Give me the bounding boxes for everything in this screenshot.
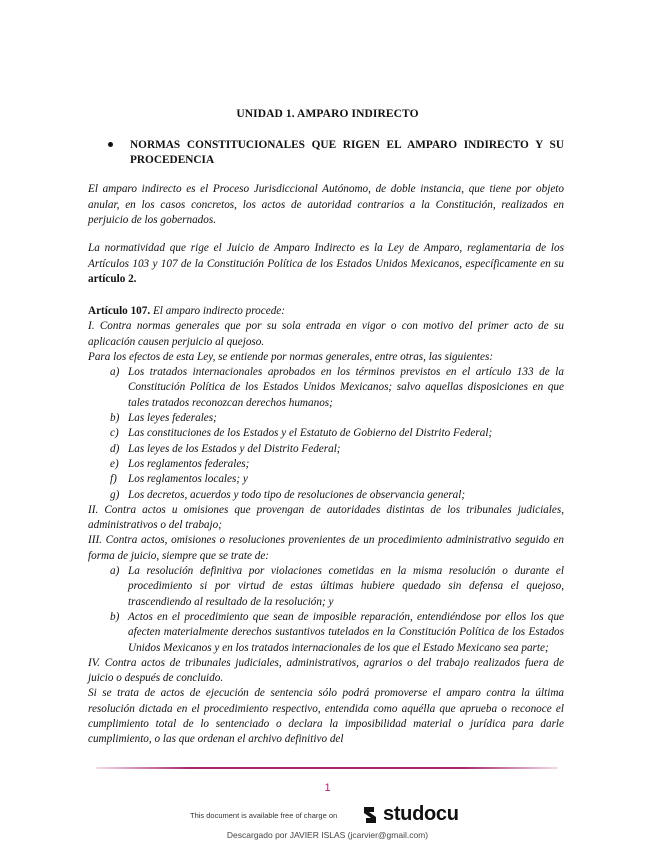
fraction-i: I. Contra normas generales que por su sola entrada en vigor o con motivo del primer acto de su aplicación causen perjuicio al quejoso.	[88, 320, 564, 348]
article-heading-line	[88, 304, 564, 319]
list-item	[88, 488, 564, 503]
list-item-text: Los reglamentos federales;	[128, 457, 250, 470]
list-item-text: Las leyes de los Estados y del Distrito Federal;	[128, 442, 341, 455]
definition-line: Para los efectos de esta Ley, se entiende por normas generales, entre otras, las siguientes:	[88, 350, 494, 363]
fraction-ii: II. Contra actos u omisiones que provengan de autoridades distintas de los tribunales judiciales, administrativos o del trabajo;	[88, 503, 564, 532]
availability-text: This document is available free of charge on	[190, 811, 338, 820]
list-item-text: Las leyes federales;	[128, 412, 217, 425]
list-item	[88, 365, 564, 411]
list-item-text: Los tratados internacionales aprobados en los términos previstos en el artículo 133 de la Constitución Política de los Estados Unidos Mexicanos; salvo aquellas disposiciones en que tales tratados reconozcan derechos humanos;	[128, 366, 564, 409]
list-item-text: Los decretos, acuerdos y todo tipo de resoluciones de observancia general;	[128, 488, 466, 501]
list-marker: c)	[110, 427, 119, 440]
list-marker: a)	[110, 366, 120, 379]
list-item-text: Las constituciones de los Estados y el Estatuto de Gobierno del Distrito Federal;	[128, 427, 493, 440]
list-marker: b)	[110, 610, 120, 623]
list-marker: a)	[110, 565, 120, 578]
list-marker: g)	[110, 488, 120, 501]
article-intro: El amparo indirecto procede:	[152, 305, 285, 317]
list-item-text: Los reglamentos locales; y	[128, 473, 248, 486]
list-marker: d)	[110, 442, 120, 455]
article-heading: Artículo 107.	[88, 305, 151, 317]
bullet-dot-icon	[108, 142, 113, 147]
list-item	[88, 411, 564, 426]
list-item	[88, 610, 564, 656]
normativity-paragraph	[88, 241, 564, 288]
downloaded-by: Descargado por JAVIER ISLAS (jcarvier@gmail.com)	[226, 830, 429, 840]
list-marker: f)	[110, 473, 117, 486]
list-item	[88, 472, 564, 487]
norms-list	[88, 365, 564, 503]
list-item	[88, 426, 564, 441]
fraction-iv: IV. Contra actos de tribunales judiciales, administrativos, agrarios o del trabajo realizados fuera de juicio o después de concluido.	[88, 656, 564, 685]
bullet-heading-text: NORMAS CONSTITUCIONALES QUE RIGEN EL AMPARO INDIRECTO Y SU PROCEDENCIA	[130, 139, 564, 166]
definition-paragraph: El amparo indirecto es el Proceso Jurisdiccional Autónomo, de doble instancia, que tiene por objeto anular, en los casos concretos, los actos de autoridad contrarios a la Constitución, realizados en perjuicio de los gobernados.	[88, 183, 564, 226]
normativity-text: La normatividad que rige el Juicio de Amparo Indirecto es la Ley de Amparo, reglamentaria de los Artículos 103 y 107 de la Constitución Política de los Estados Unidos Mexicanos, específicamente en su	[88, 242, 564, 270]
procedure-list	[88, 564, 564, 656]
list-item-text: La resolución definitiva por violaciones cometidas en la misma resolución o durante el procedimiento si por virtud de estas últimas hubiere quedado sin defensa el quejoso, trascendiendo al resultado de la resolución; y	[128, 565, 564, 608]
studocu-logo-icon	[360, 804, 380, 826]
list-item-text: Actos en el procedimiento que sean de imposible reparación, entendiéndose por ellos los que afecten materialmente derechos sustantivos tutelados en la Constitución Política de los Estados Unidos Mexicanos y en los tratados internacionales de los que el Estado Mexicano sea parte;	[128, 610, 564, 654]
list-item	[88, 564, 564, 610]
list-marker: e)	[110, 457, 119, 470]
page-number: 1	[324, 782, 331, 794]
list-item	[88, 457, 564, 472]
studocu-banner[interactable]	[190, 802, 470, 828]
bullet-heading	[108, 138, 564, 168]
list-marker: b)	[110, 412, 120, 425]
studocu-brand: studocu	[383, 803, 459, 825]
list-item	[88, 442, 564, 457]
footer-divider	[96, 767, 558, 769]
normativity-bold-ref: artículo 2.	[88, 273, 137, 285]
page-title: UNIDAD 1. AMPARO INDIRECTO	[236, 108, 419, 120]
fraction-iii: III. Contra actos, omisiones o resoluciones provenientes de un procedimiento administrativo seguido en forma de juicio, siempre que se trate de:	[88, 534, 564, 562]
execution-paragraph: Si se trata de actos de ejecución de sentencia sólo podrá promoverse el amparo contra la última resolución dictada en el procedimiento respectivo, entendida como aquélla que aprueba o reconoce el cumplimiento total de lo sentenciado o declara la imposibilidad material o jurídica para darle cumplimiento, o las que ordenan el archivo definitivo del	[88, 687, 564, 746]
article-107	[88, 304, 564, 748]
